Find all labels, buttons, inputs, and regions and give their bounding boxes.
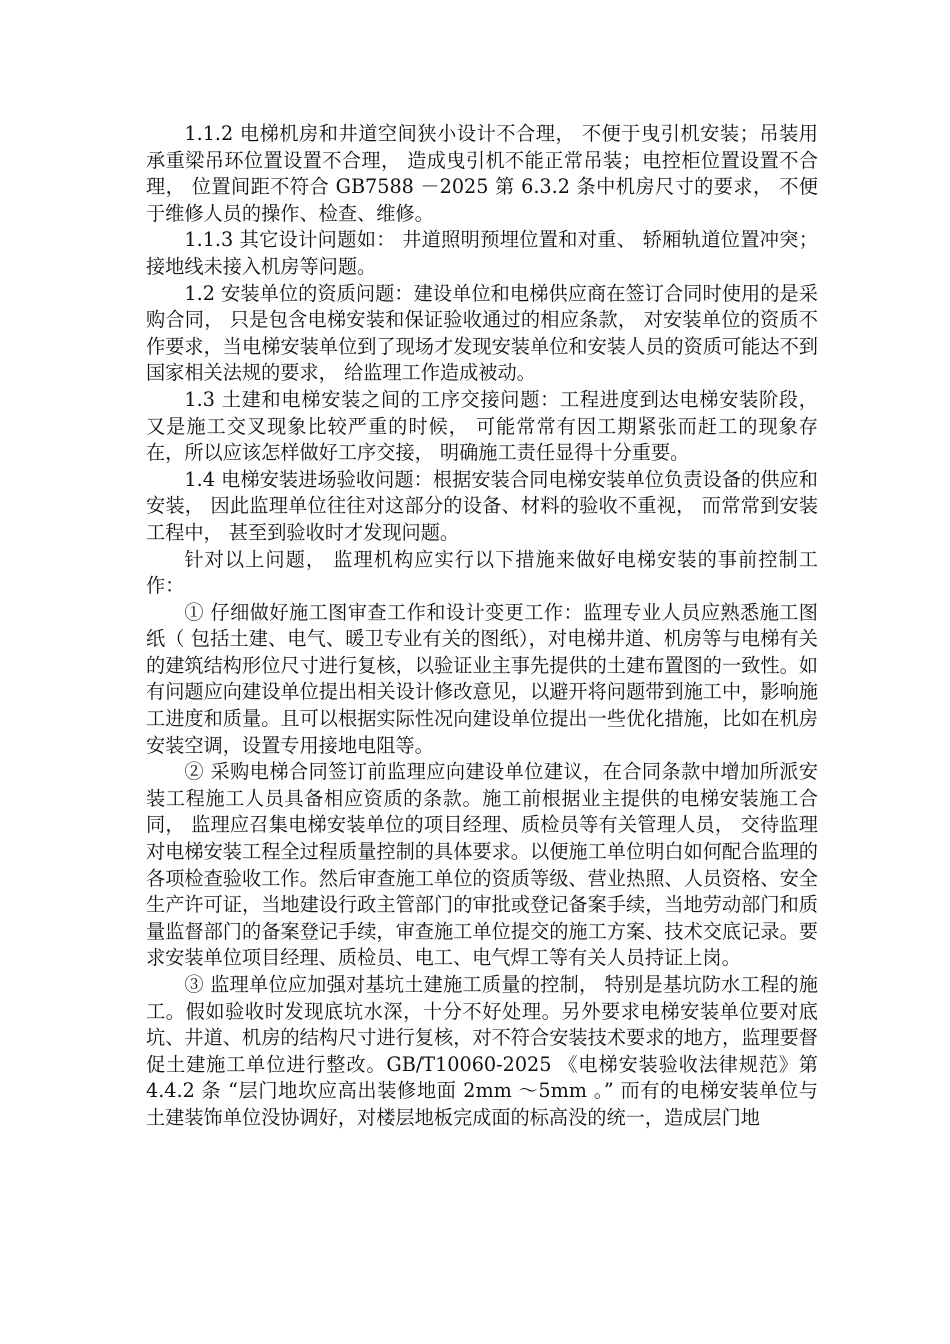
paragraph-measure-1: ① 仔细做好施工图审查工作和设计变更工作：监理专业人员应熟悉施工图纸（ 包括土建、电气、暖卫专业有关的图纸），对电梯井道、机房等与电梯有关的建筑结构形位尺寸进行复核，以验证业主事先提供的土建布置图的一致性。如有问题应向建设单位提出相关设计修改意见，以避开将问题带到施工中，影响施工进度和质量。且可以根据实际性况向建设单位提出一些优化措施，比如在机房安装空调，设置专用接地电阻等。 (146, 600, 818, 757)
paragraph-1-1-3: 1.1.3 其它设计问题如： 井道照明预埋位置和对重、 轿厢轨道位置冲突； 接地线未接入机房等问题。 (146, 228, 818, 278)
paragraph-1-3: 1.3 土建和电梯安装之间的工序交接问题：工程进度到达电梯安装阶段， 又是施工交叉现象比较严重的时候， 可能常常有因工期紧张而赶工的现象存在，所以应该怎样做好工序交接， 明确施工责任显得十分重要。 (146, 387, 818, 465)
paragraph-measure-2: ② 采购电梯合同签订前监理应向建设单位建议，在合同条款中增加所派安装工程施工人员具备相应资质的条款。施工前根据业主提供的电梯安装施工合同， 监理应召集电梯安装单位的项目经理、质检员等有关管理人员， 交待监理对电梯安装工程全过程质量控制的具体要求。以便施工单位明白如何配合监理的各项检查验收工作。然后审查施工单位的资质等级、营业热照、人员资格、安全生产许可证，当地建设行政主管部门的审批或登记备案手续，当地劳动部门和质量监督部门的备案登记手续，审查施工单位提交的施工方案、技术交底记录。要求安装单位项目经理、质检员、电工、电气焊工等有关人员持证上岗。 (146, 760, 818, 970)
paragraph-1-2: 1.2 安装单位的资质问题：建设单位和电梯供应商在签订合同时使用的是采购合同， 只是包含电梯安装和保证验收通过的相应条款， 对安装单位的资质不作要求，当电梯安装单位到了现场才发现安装单位和安装人员的资质可能达不到国家相关法规的要求， 给监理工作造成被动。 (146, 281, 818, 385)
paragraph-measures-intro: 针对以上问题， 监理机构应实行以下措施来做好电梯安装的事前控制工作： (146, 547, 818, 598)
paragraph-1-1-2: 1.1.2 电梯机房和井道空间狭小设计不合理， 不便于曳引机安装；吊装用承重梁吊环位置设置不合理， 造成曳引机不能正常吊装；电控柜位置设置不合理， 位置间距不符合 GB7588 －2025 第 6.3.2 条中机房尺寸的要求， 不便于维修人员的操作、检查、维修。 (146, 122, 818, 225)
document-body (146, 121, 818, 1132)
paragraph-1-4: 1.4 电梯安装进场验收问题：根据安装合同电梯安装单位负责设备的供应和安装， 因此监理单位往往对这部分的设备、材料的验收不重视， 而常常到安装工程中， 甚至到验收时才发现问题。 (146, 467, 818, 544)
paragraph-measure-3: ③ 监理单位应加强对基坑土建施工质量的控制， 特别是基坑防水工程的施工。假如验收时发现底坑水深，十分不好处理。另外要求电梯安装单位要对底坑、井道、机房的结构尺寸进行复核，对不符合安装技术要求的地方，监理要督促土建施工单位进行整改。GB/T10060-2025 《电梯安装验收法律规范》第 4.4.2 条 “层门地坎应高出装修地面 2mm ～5mm 。” 而有的电梯安装单位与土建装饰单位没协调好，对楼层地板完成面的标高没的统一，造成层门地 (146, 973, 818, 1129)
